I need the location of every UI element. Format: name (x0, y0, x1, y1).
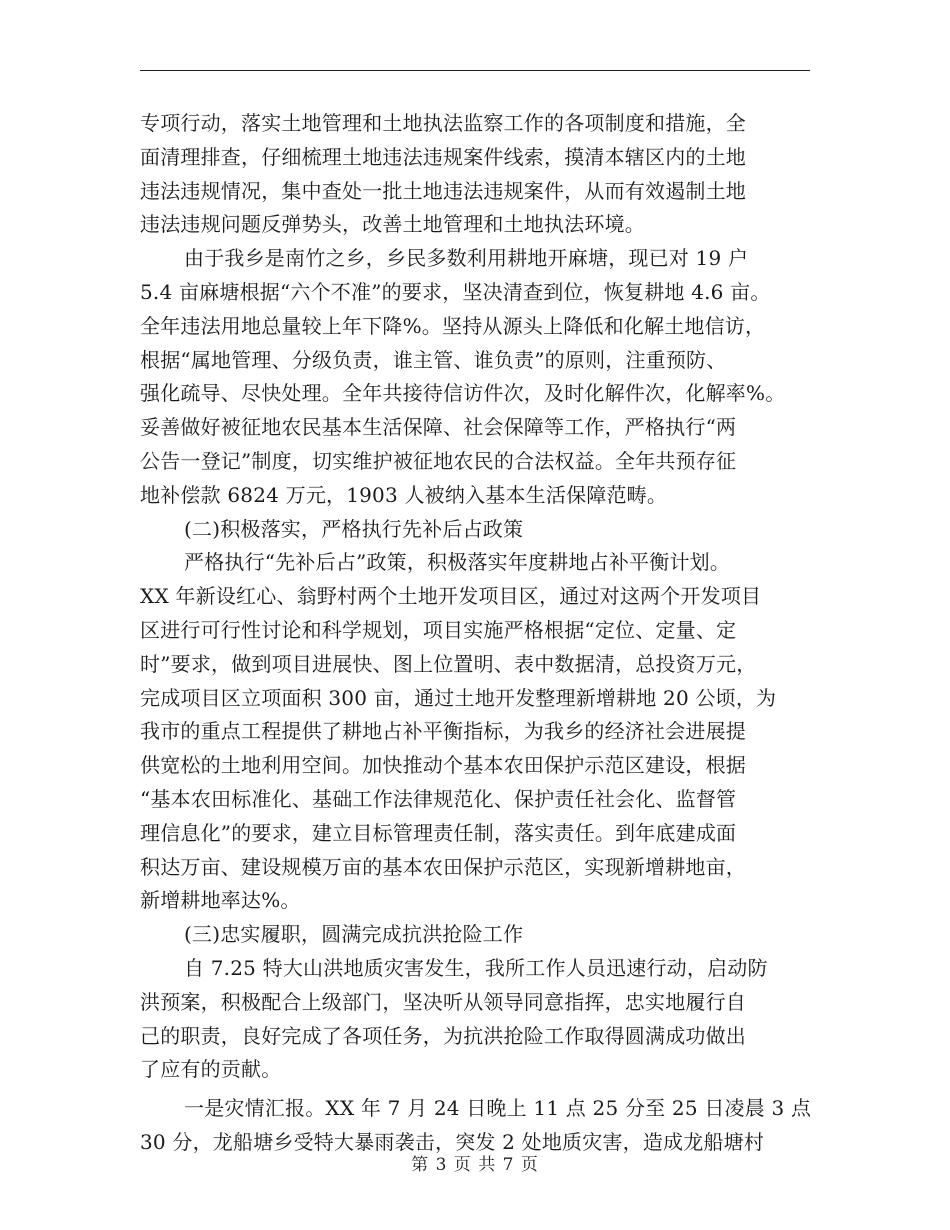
text-line: 我市的重点工程提供了耕地占补平衡指标，为我乡的经济社会进展提 (140, 719, 746, 744)
text-line: 由于我乡是南竹之乡，乡民多数利用耕地开麻塘，现已对 19 户 (184, 246, 749, 271)
text-line: 区进行可行性讨论和科学规划，项目实施严格根据“定位、定量、定 (140, 617, 737, 642)
header-rule (140, 70, 810, 71)
text-line: 新增耕地率达%。 (140, 888, 301, 913)
text-line: 严格执行“先补后占”政策，积极落实年度耕地占补平衡计划。 (184, 550, 731, 575)
text-line: 违法违规情况，集中查处一批土地违法违规案件，从而有效遏制土地 (140, 178, 746, 203)
body-text (140, 107, 812, 1160)
text-line: “基本农田标准化、基础工作法律规范化、保护责任社会化、监督管 (140, 786, 737, 811)
text-line: 积达万亩、建设规模万亩的基本农田保护示范区，实现新增耕地亩， (140, 854, 746, 879)
text-line: 供宽松的土地利用空间。加快推动个基本农田保护示范区建设，根据 (140, 753, 746, 778)
text-line: 洪预案，积极配合上级部门，坚决听从领导同意指挥，忠实地履行自 (140, 989, 746, 1014)
text-line: 一是灾情汇报。XX 年 7 月 24 日晚上 11 点 25 分至 25 日凌晨 3 点 (184, 1096, 812, 1121)
text-line: 全年违法用地总量较上年下降%。坚持从源头上降低和化解土地信访， (140, 313, 766, 338)
page-number: 第 3 页 共 7 页 (411, 1155, 539, 1175)
text-line: 己的职责，良好完成了各项任务，为抗洪抢险工作取得圆满成功做出 (140, 1023, 746, 1048)
text-line: (三)忠实履职，圆满完成抗洪抢险工作 (184, 922, 524, 947)
text-line: 根据“属地管理、分级负责，谁主管、谁负责”的原则，注重预防、 (140, 347, 727, 372)
text-line: 公告一登记”制度，切实维护被征地农民的合法权益。全年共预存征 (140, 448, 737, 473)
text-line: 地补偿款 6824 万元，1903 人被纳入基本生活保障范畴。 (140, 482, 668, 507)
text-line: 了应有的贡献。 (140, 1057, 282, 1082)
text-line: 违法违规问题反弹势头，改善土地管理和土地执法环境。 (140, 212, 645, 237)
text-line: 5.4 亩麻塘根据“六个不准”的要求，坚决清查到位，恢复耕地 4.6 亩。 (140, 279, 771, 304)
text-line: 时”要求，做到项目进展快、图上位置明、表中数据清，总投资万元， (140, 651, 757, 676)
text-line: 妥善做好被征地农民基本生活保障、社会保障等工作，严格执行“两 (140, 415, 737, 440)
text-line: 强化疏导、尽快处理。全年共接待信访件次，及时化解件次，化解率%。 (140, 381, 786, 406)
text-line: 专项行动，落实土地管理和土地执法监察工作的各项制度和措施，全 (140, 111, 746, 135)
text-line: 30 分，龙船塘乡受特大暴雨袭击，突发 2 处地质灾害，造成龙船塘村 (140, 1129, 765, 1154)
text-line: (二)积极落实，严格执行先补后占政策 (184, 516, 524, 541)
text-line: 自 7.25 特大山洪地质灾害发生，我所工作人员迅速行动，启动防 (184, 955, 768, 980)
text-line: 面清理排查，仔细梳理土地违法违规案件线索，摸清本辖区内的土地 (140, 144, 746, 169)
text-line: 完成项目区立项面积 300 亩，通过土地开发整理新增耕地 20 公顷，为 (140, 685, 777, 710)
text-line: 理信息化”的要求，建立目标管理责任制，落实责任。到年底建成面 (140, 820, 737, 845)
text-line: XX 年新设红心、翁野村两个土地开发项目区，通过对这两个开发项目 (140, 584, 762, 609)
